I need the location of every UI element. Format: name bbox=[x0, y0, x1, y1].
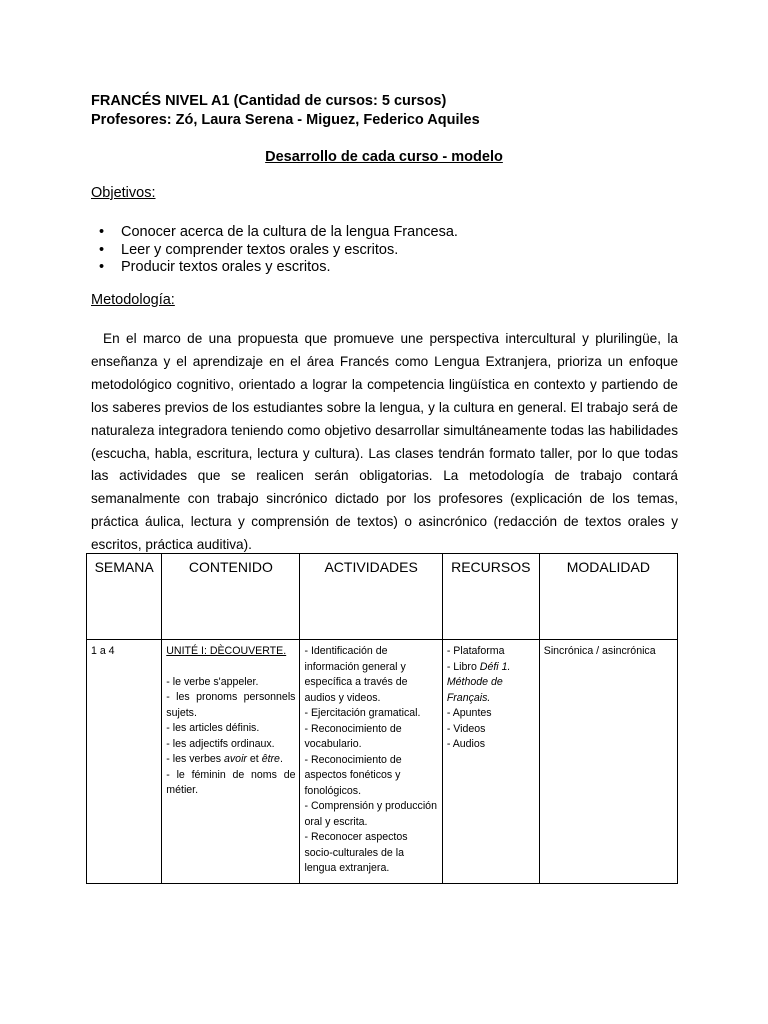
list-item bbox=[91, 224, 458, 242]
cell-recursos bbox=[442, 640, 539, 884]
header-actividades: ACTIVIDADES bbox=[300, 554, 442, 640]
contenido-item: - les pronoms personnels sujets. bbox=[166, 691, 296, 719]
objetivo-text: Producir textos orales y escritos. bbox=[121, 259, 331, 275]
actividad-item: - Reconocimiento de aspectos fonéticos y fonológicos. bbox=[304, 753, 402, 797]
actividad-item: - Reconocer aspectos socio-culturales de la lengua extranjera. bbox=[304, 831, 408, 874]
recurso-item-libro bbox=[447, 660, 535, 707]
contenido-title: UNITÉ I: DÈCOUVERTE. bbox=[166, 645, 287, 657]
bullet-icon: • bbox=[99, 241, 105, 258]
actividad-item: - Identificación de información general y específica a través de audios y videos. bbox=[304, 645, 408, 704]
cell-contenido bbox=[162, 640, 300, 884]
recurso-item: - Plataforma bbox=[446, 645, 505, 657]
header-semana: SEMANA bbox=[87, 554, 162, 640]
contenido-item: - le verbe s'appeler. bbox=[166, 675, 259, 688]
objetivos-heading: Objetivos: bbox=[91, 185, 156, 201]
objetivos-list bbox=[91, 224, 458, 277]
document-title: FRANCÉS NIVEL A1 (Cantidad de cursos: 5 cursos) bbox=[91, 93, 447, 109]
bullet-icon: • bbox=[99, 224, 105, 240]
table-row bbox=[87, 640, 678, 884]
cell-actividades bbox=[300, 640, 442, 884]
contenido-verbes-end: . bbox=[279, 753, 283, 765]
contenido-verbe-avoir: avoir bbox=[223, 753, 247, 765]
objetivo-text: Leer y comprender textos orales y escritos. bbox=[121, 241, 399, 258]
modalidad-value: Sincrónica / asincrónica bbox=[543, 645, 656, 657]
list-item bbox=[91, 242, 458, 260]
header-modalidad: MODALIDAD bbox=[539, 554, 677, 640]
actividad-item: - Reconocimiento de vocabulario. bbox=[304, 722, 402, 750]
recurso-libro-title: Défi 1. Méthode de Français. bbox=[446, 660, 511, 704]
recurso-item: - Videos bbox=[446, 722, 486, 735]
bullet-icon: • bbox=[99, 259, 105, 275]
list-item bbox=[91, 259, 458, 277]
metodologia-heading: Metodología: bbox=[91, 292, 175, 308]
document-professors: Profesores: Zó, Laura Serena - Miguez, Federico Aquiles bbox=[91, 112, 480, 128]
cell-modalidad bbox=[539, 640, 677, 884]
table-header-row bbox=[87, 554, 678, 640]
contenido-item: - les adjectifs ordinaux. bbox=[166, 737, 275, 750]
recurso-libro-prefix: - Libro bbox=[446, 660, 480, 673]
header-recursos: RECURSOS bbox=[442, 554, 539, 640]
document-subtitle: Desarrollo de cada curso - modelo bbox=[265, 149, 503, 165]
contenido-verbe-etre: être bbox=[261, 753, 280, 765]
contenido-item-verbes bbox=[166, 752, 295, 768]
recurso-item: - Apuntes bbox=[446, 707, 492, 719]
header-contenido: CONTENIDO bbox=[162, 554, 300, 640]
actividad-item: - Ejercitación gramatical. bbox=[304, 707, 421, 719]
course-table bbox=[86, 553, 678, 884]
recurso-item: - Audios bbox=[446, 738, 486, 750]
contenido-verbes-prefix: - les verbes bbox=[166, 753, 224, 765]
contenido-item: - le féminin de noms de métier. bbox=[166, 768, 296, 796]
metodologia-paragraph: En el marco de una propuesta que promueve une perspectiva intercultural y plurilingüe, la enseñanza y el aprendizaje en el área Francés como Lengua Extranjera, prioriza un enfoque metodológico cognitivo, orientado a lograr la competencia lingüística en contexto y partiendo de los saberes previos de los estudiantes sobre la lengua, y la cultura en general. El trabajo será de naturaleza integradora teniendo como objetivo desarrollar simultáneamente todas las habilidades (escucha, habla, escritura, lectura y cultura). Las clases tendrán formato taller, por lo que todas las actividades que se realicen serán obligatorias. La metodología de trabajo contará semanalmente con trabajo sincrónico dictado por los profesores (explicación de los temas, práctica áulica, lectura y comprensión de textos) o asincrónico (redacción de textos orales y escritos, práctica auditiva). bbox=[91, 331, 678, 553]
actividad-item: - Comprensión y producción oral y escrita. bbox=[304, 800, 437, 828]
contenido-verbes-et: et bbox=[246, 753, 262, 765]
contenido-item: - les articles définis. bbox=[166, 722, 260, 734]
semana-value: 1 a 4 bbox=[91, 645, 115, 657]
cell-semana bbox=[87, 640, 162, 884]
objetivo-text: Conocer acerca de la cultura de la lengua Francesa. bbox=[121, 224, 458, 240]
